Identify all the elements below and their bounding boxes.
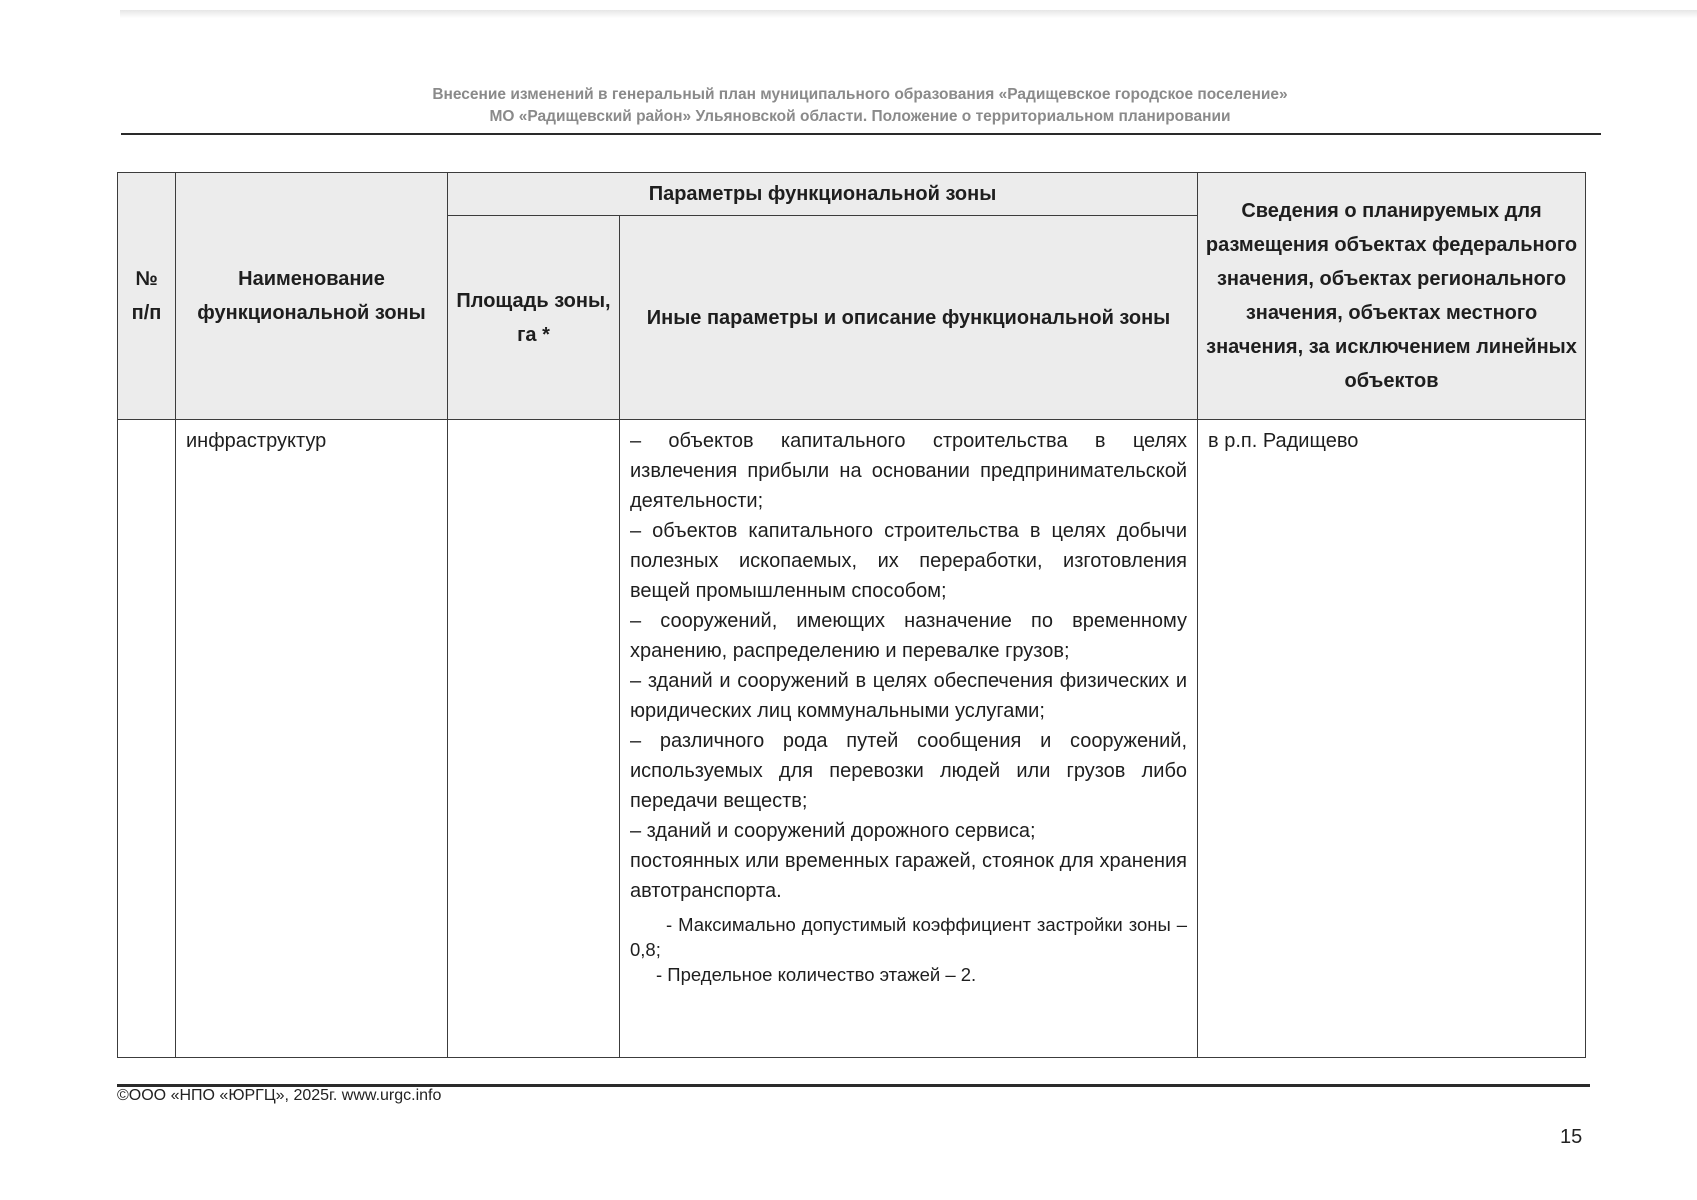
header-rule <box>121 133 1601 135</box>
document-header <box>120 84 1600 128</box>
table-row <box>118 420 1586 1058</box>
parameter-floors: - Предельное количество этажей – 2. <box>656 964 977 985</box>
header-line-1: Внесение изменений в генеральный план муниципального образования «Радищевское городское поселение» <box>432 86 1288 103</box>
description-item: постоянных или временных гаражей, стоянок для хранения автотранспорта. <box>630 850 1188 902</box>
column-header-zone-parameters: Параметры функциональной зоны <box>448 173 1198 216</box>
cell-number <box>118 420 176 1058</box>
header-line-2: МО «Радищевский район» Ульяновской области. Положение о территориальном планировании <box>489 108 1231 125</box>
parameter-coefficient: - Максимально допустимый коэффициент застройки зоны –0,8; <box>630 914 1188 960</box>
description-item: – сооружений, имеющих назначение по временному хранению, распределению и перевалке грузов; <box>630 610 1188 662</box>
cell-area <box>448 420 620 1058</box>
description-item: – объектов капитального строительства в целях извлечения прибыли на основании предпринимательской деятельности; <box>630 430 1188 512</box>
functional-zones-table <box>117 172 1586 1058</box>
column-header-zone-name: Наименование функциональной зоны <box>176 173 448 420</box>
description-item: – объектов капитального строительства в целях добычи полезных ископаемых, их переработки, изготовления вещей промышленным способом; <box>630 520 1188 602</box>
description-item: – зданий и сооружений в целях обеспечения физических и юридических лиц коммунальными услугами; <box>630 670 1188 722</box>
column-header-other-parameters: Иные параметры и описание функциональной зоны <box>620 216 1198 420</box>
column-header-planned-objects: Сведения о планируемых для размещения объектах федерального значения, объектах регионального значения, объектах местного значения, за исключением линейных объектов <box>1198 173 1586 420</box>
cell-zone-name: инфраструктур <box>176 420 448 1058</box>
column-header-number: № п/п <box>118 173 176 420</box>
page-number: 15 <box>1560 1126 1583 1148</box>
cell-description <box>620 420 1198 1058</box>
description-item: – различного рода путей сообщения и сооружений, используемых для перевозки людей или грузов либо передачи веществ; <box>630 730 1188 812</box>
scan-edge <box>120 10 1697 18</box>
description-item: – зданий и сооружений дорожного сервиса; <box>630 820 1036 842</box>
column-header-area: Площадь зоны, га * <box>448 216 620 420</box>
footer-copyright: ©ООО «НПО «ЮРГЦ», 2025г. www.urgc.info <box>117 1087 442 1104</box>
cell-planned-objects: в р.п. Радищево <box>1198 420 1586 1058</box>
